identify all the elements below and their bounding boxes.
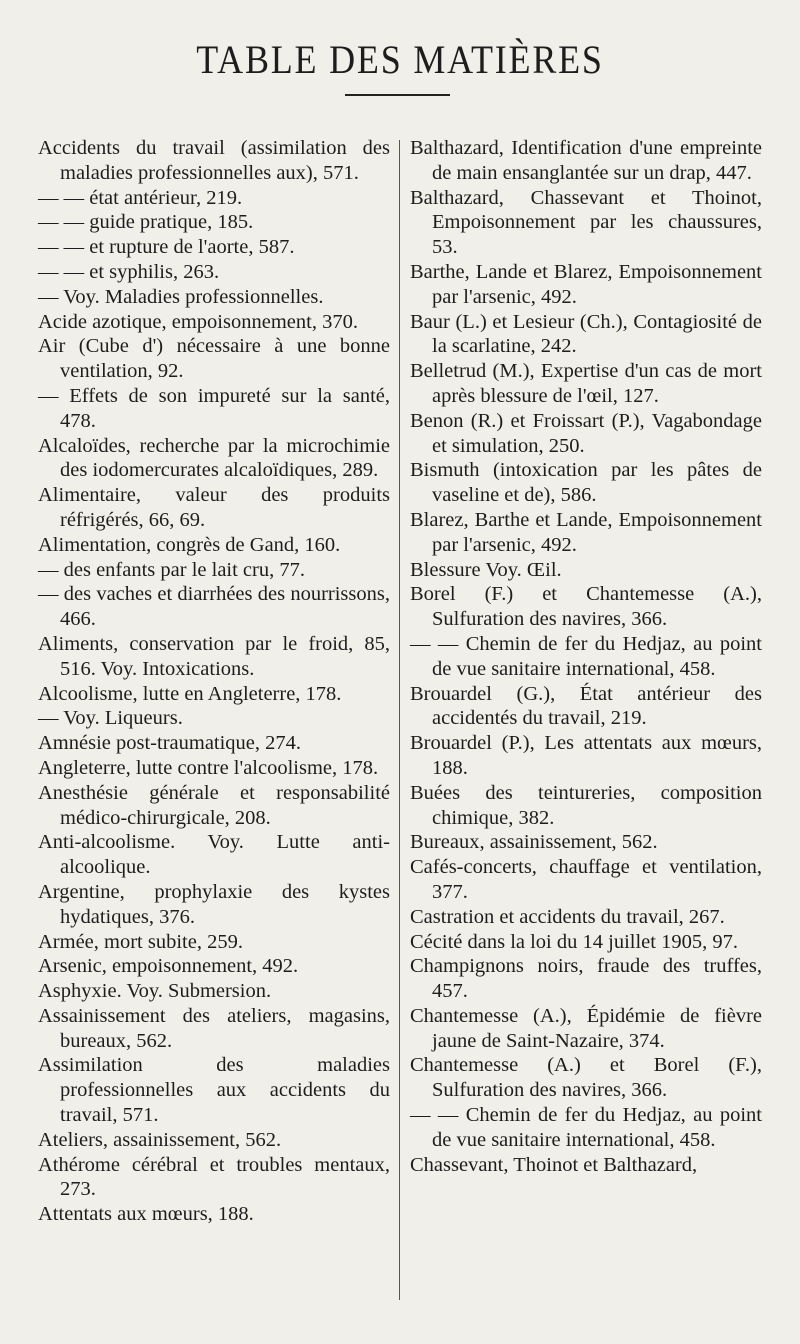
index-entry: Brouardel (G.), État antérieur des accidentés du travail, 219. <box>410 682 762 730</box>
index-entry: Accidents du travail (assimilation des maladies professionnelles aux), 571. <box>38 137 390 184</box>
index-entry: Alimentation, congrès de Gand, 160. <box>38 533 341 556</box>
index-entry: Alcoolisme, lutte en Angleterre, 178. <box>38 682 342 705</box>
index-entry: Balthazard, Chassevant et Thoinot, Empoisonnement par les chaussures, 53. <box>410 186 762 259</box>
index-entry: Assainissement des ateliers, magasins, bureaux, 562. <box>38 1004 390 1052</box>
index-entry: Air (Cube d') nécessaire à une bonne ventilation, 92. <box>38 335 390 383</box>
index-entry: Angleterre, lutte contre l'alcoolisme, 178. <box>38 756 379 779</box>
index-entry: Champignons noirs, fraude des truffes, 457. <box>410 955 762 1003</box>
index-entry: Argentine, prophylaxie des kystes hydatiques, 376. <box>38 880 390 928</box>
index-entry: — — Chemin de fer du Hedjaz, au point de vue sanitaire international, 458. <box>410 1104 762 1151</box>
index-entry: Bureaux, assainissement, 562. <box>410 831 658 854</box>
index-entry: Anti-alcoolisme. Voy. Lutte anti-alcoolique. <box>38 831 390 879</box>
index-entry: Blessure Voy. Œil. <box>410 558 562 581</box>
index-entry: Cécité dans la loi du 14 juillet 1905, 97. <box>410 930 738 953</box>
index-entry: Ateliers, assainissement, 562. <box>38 1128 282 1151</box>
index-entry: Anesthésie générale et responsabilité médico-chirurgicale, 208. <box>38 781 390 829</box>
index-entry: Belletrud (M.), Expertise d'un cas de mort après blessure de l'œil, 127. <box>410 360 762 407</box>
title-rule <box>345 94 450 96</box>
page-title: TABLE DES MATIÈRES <box>196 37 604 82</box>
index-entry: Cafés-concerts, chauffage et ventilation, 377. <box>410 856 762 903</box>
index-entry: Buées des teintureries, composition chimique, 382. <box>410 781 762 829</box>
index-entry: Benon (R.) et Froissart (P.), Vagabondage et simulation, 250. <box>410 409 762 457</box>
index-entry: — — Chemin de fer du Hedjaz, au point de vue sanitaire international, 458. <box>410 632 762 680</box>
index-entry: — Voy. Maladies professionnelles. <box>38 285 324 308</box>
index-entry: Amnésie post-traumatique, 274. <box>38 732 302 755</box>
index-entry: — des vaches et diarrhées des nourrissons, 466. <box>38 583 390 631</box>
column-divider <box>399 140 400 1300</box>
index-entry: Alcaloïdes, recherche par la microchimie des iodomercurates alcaloïdiques, 289. <box>38 434 390 482</box>
index-entry: — — et syphilis, 263. <box>38 260 220 283</box>
index-entry: Bismuth (intoxication par les pâtes de vaseline et de), 586. <box>410 459 762 507</box>
index-entry: Asphyxie. Voy. Submersion. <box>38 980 272 1003</box>
index-entry: Chassevant, Thoinot et Balthazard, <box>410 1153 698 1176</box>
index-entry: Castration et accidents du travail, 267. <box>410 905 725 928</box>
index-entry: Barthe, Lande et Blarez, Empoisonnement par l'arsenic, 492. <box>410 260 762 308</box>
index-entry: Borel (F.) et Chantemesse (A.), Sulfuration des navires, 366. <box>410 583 762 631</box>
index-entry: — Effets de son impureté sur la santé, 478. <box>38 384 390 432</box>
index-entry: — des enfants par le lait cru, 77. <box>38 558 305 581</box>
index-entry: Alimentaire, valeur des produits réfrigérés, 66, 69. <box>38 484 390 531</box>
index-entry: — — état antérieur, 219. <box>38 186 243 209</box>
index-column-right <box>410 136 762 1177</box>
index-column-left <box>38 136 390 1227</box>
index-entry: Armée, mort subite, 259. <box>38 930 243 953</box>
index-entry: Baur (L.) et Lesieur (Ch.), Contagiosité de la scarlatine, 242. <box>410 310 762 358</box>
index-entry: Brouardel (P.), Les attentats aux mœurs, 188. <box>410 732 762 779</box>
index-entry: Athérome cérébral et troubles mentaux, 273. <box>38 1153 390 1201</box>
index-entry: — — guide pratique, 185. <box>38 211 254 234</box>
index-entry: Aliments, conservation par le froid, 85, 516. Voy. Intoxications. <box>38 632 390 680</box>
index-entry: Attentats aux mœurs, 188. <box>38 1203 254 1226</box>
index-entry: — — et rupture de l'aorte, 587. <box>38 236 295 259</box>
index-entry: Blarez, Barthe et Lande, Empoisonnement par l'arsenic, 492. <box>410 508 762 556</box>
index-entry: Assimilation des maladies professionnelles aux accidents du travail, 571. <box>38 1054 390 1127</box>
index-entry: — Voy. Liqueurs. <box>38 707 183 730</box>
index-entry: Acide azotique, empoisonnement, 370. <box>38 310 358 333</box>
index-entry: Balthazard, Identification d'une empreinte de main ensanglantée sur un drap, 447. <box>410 137 762 184</box>
index-entry: Chantemesse (A.) et Borel (F.), Sulfuration des navires, 366. <box>410 1054 762 1102</box>
index-entry: Arsenic, empoisonnement, 492. <box>38 955 299 978</box>
index-entry: Chantemesse (A.), Épidémie de fièvre jaune de Saint-Nazaire, 374. <box>410 1004 762 1052</box>
